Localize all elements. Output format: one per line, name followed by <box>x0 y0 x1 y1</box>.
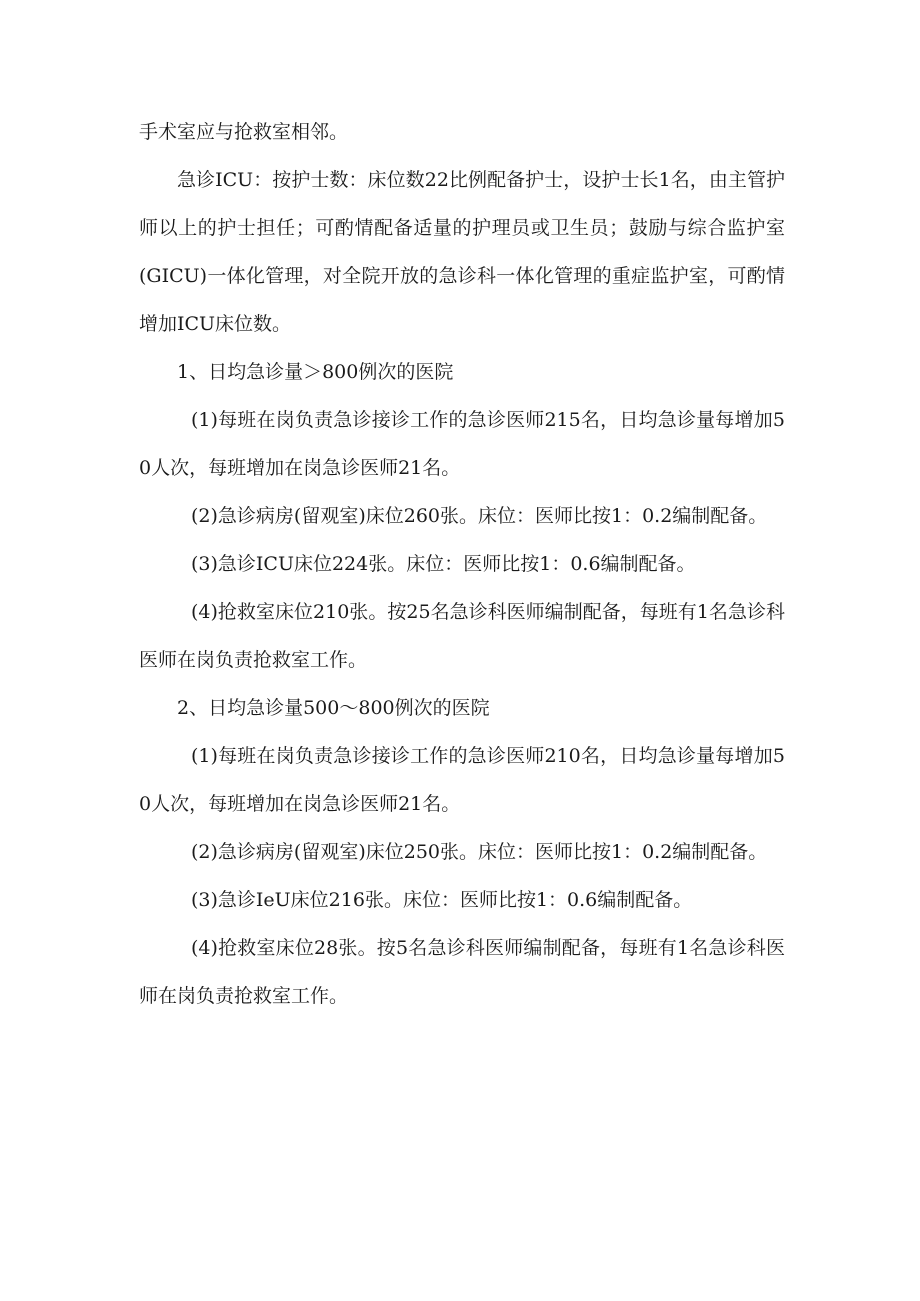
list-item-1-4: (4)抢救室床位210张。按25名急诊科医师编制配备，每班有1名急诊科医师在岗负责抢救室工作。 <box>139 601 785 671</box>
list-item-1-3: (3)急诊ICU床位224张。床位：医师比按1：0.6编制配备。 <box>191 553 696 575</box>
list-item-2-2: (2)急诊病房(留观室)床位250张。床位：医师比按1：0.2编制配备。 <box>191 841 768 863</box>
paragraph-continuation: 手术室应与抢救室相邻。 <box>139 121 349 143</box>
document-body <box>139 108 785 1020</box>
list-item-2-1: (1)每班在岗负责急诊接诊工作的急诊医师210名，日均急诊量每增加50人次，每班增加在岗急诊医师21名。 <box>139 745 785 815</box>
list-item-1-1: (1)每班在岗负责急诊接诊工作的急诊医师215名，日均急诊量每增加50人次，每班增加在岗急诊医师21名。 <box>139 409 785 479</box>
list-item-2-4: (4)抢救室床位28张。按5名急诊科医师编制配备，每班有1名急诊科医师在岗负责抢救室工作。 <box>139 937 785 1007</box>
list-item-2-3: (3)急诊IeU床位216张。床位：医师比按1：0.6编制配备。 <box>191 889 693 911</box>
paragraph-emergency-icu: 急诊ICU：按护士数：床位数22比例配备护士，设护士长1名，由主管护师以上的护士担任；可酌情配备适量的护理员或卫生员；鼓励与综合监护室(GICU)一体化管理，对全院开放的急诊科一体化管理的重症监护室，可酌情增加ICU床位数。 <box>139 169 785 335</box>
list-item-1-2: (2)急诊病房(留观室)床位260张。床位：医师比按1：0.2编制配备。 <box>191 505 768 527</box>
heading-section-2: 2、日均急诊量500～800例次的医院 <box>177 697 490 719</box>
heading-section-1: 1、日均急诊量＞800例次的医院 <box>177 361 454 383</box>
